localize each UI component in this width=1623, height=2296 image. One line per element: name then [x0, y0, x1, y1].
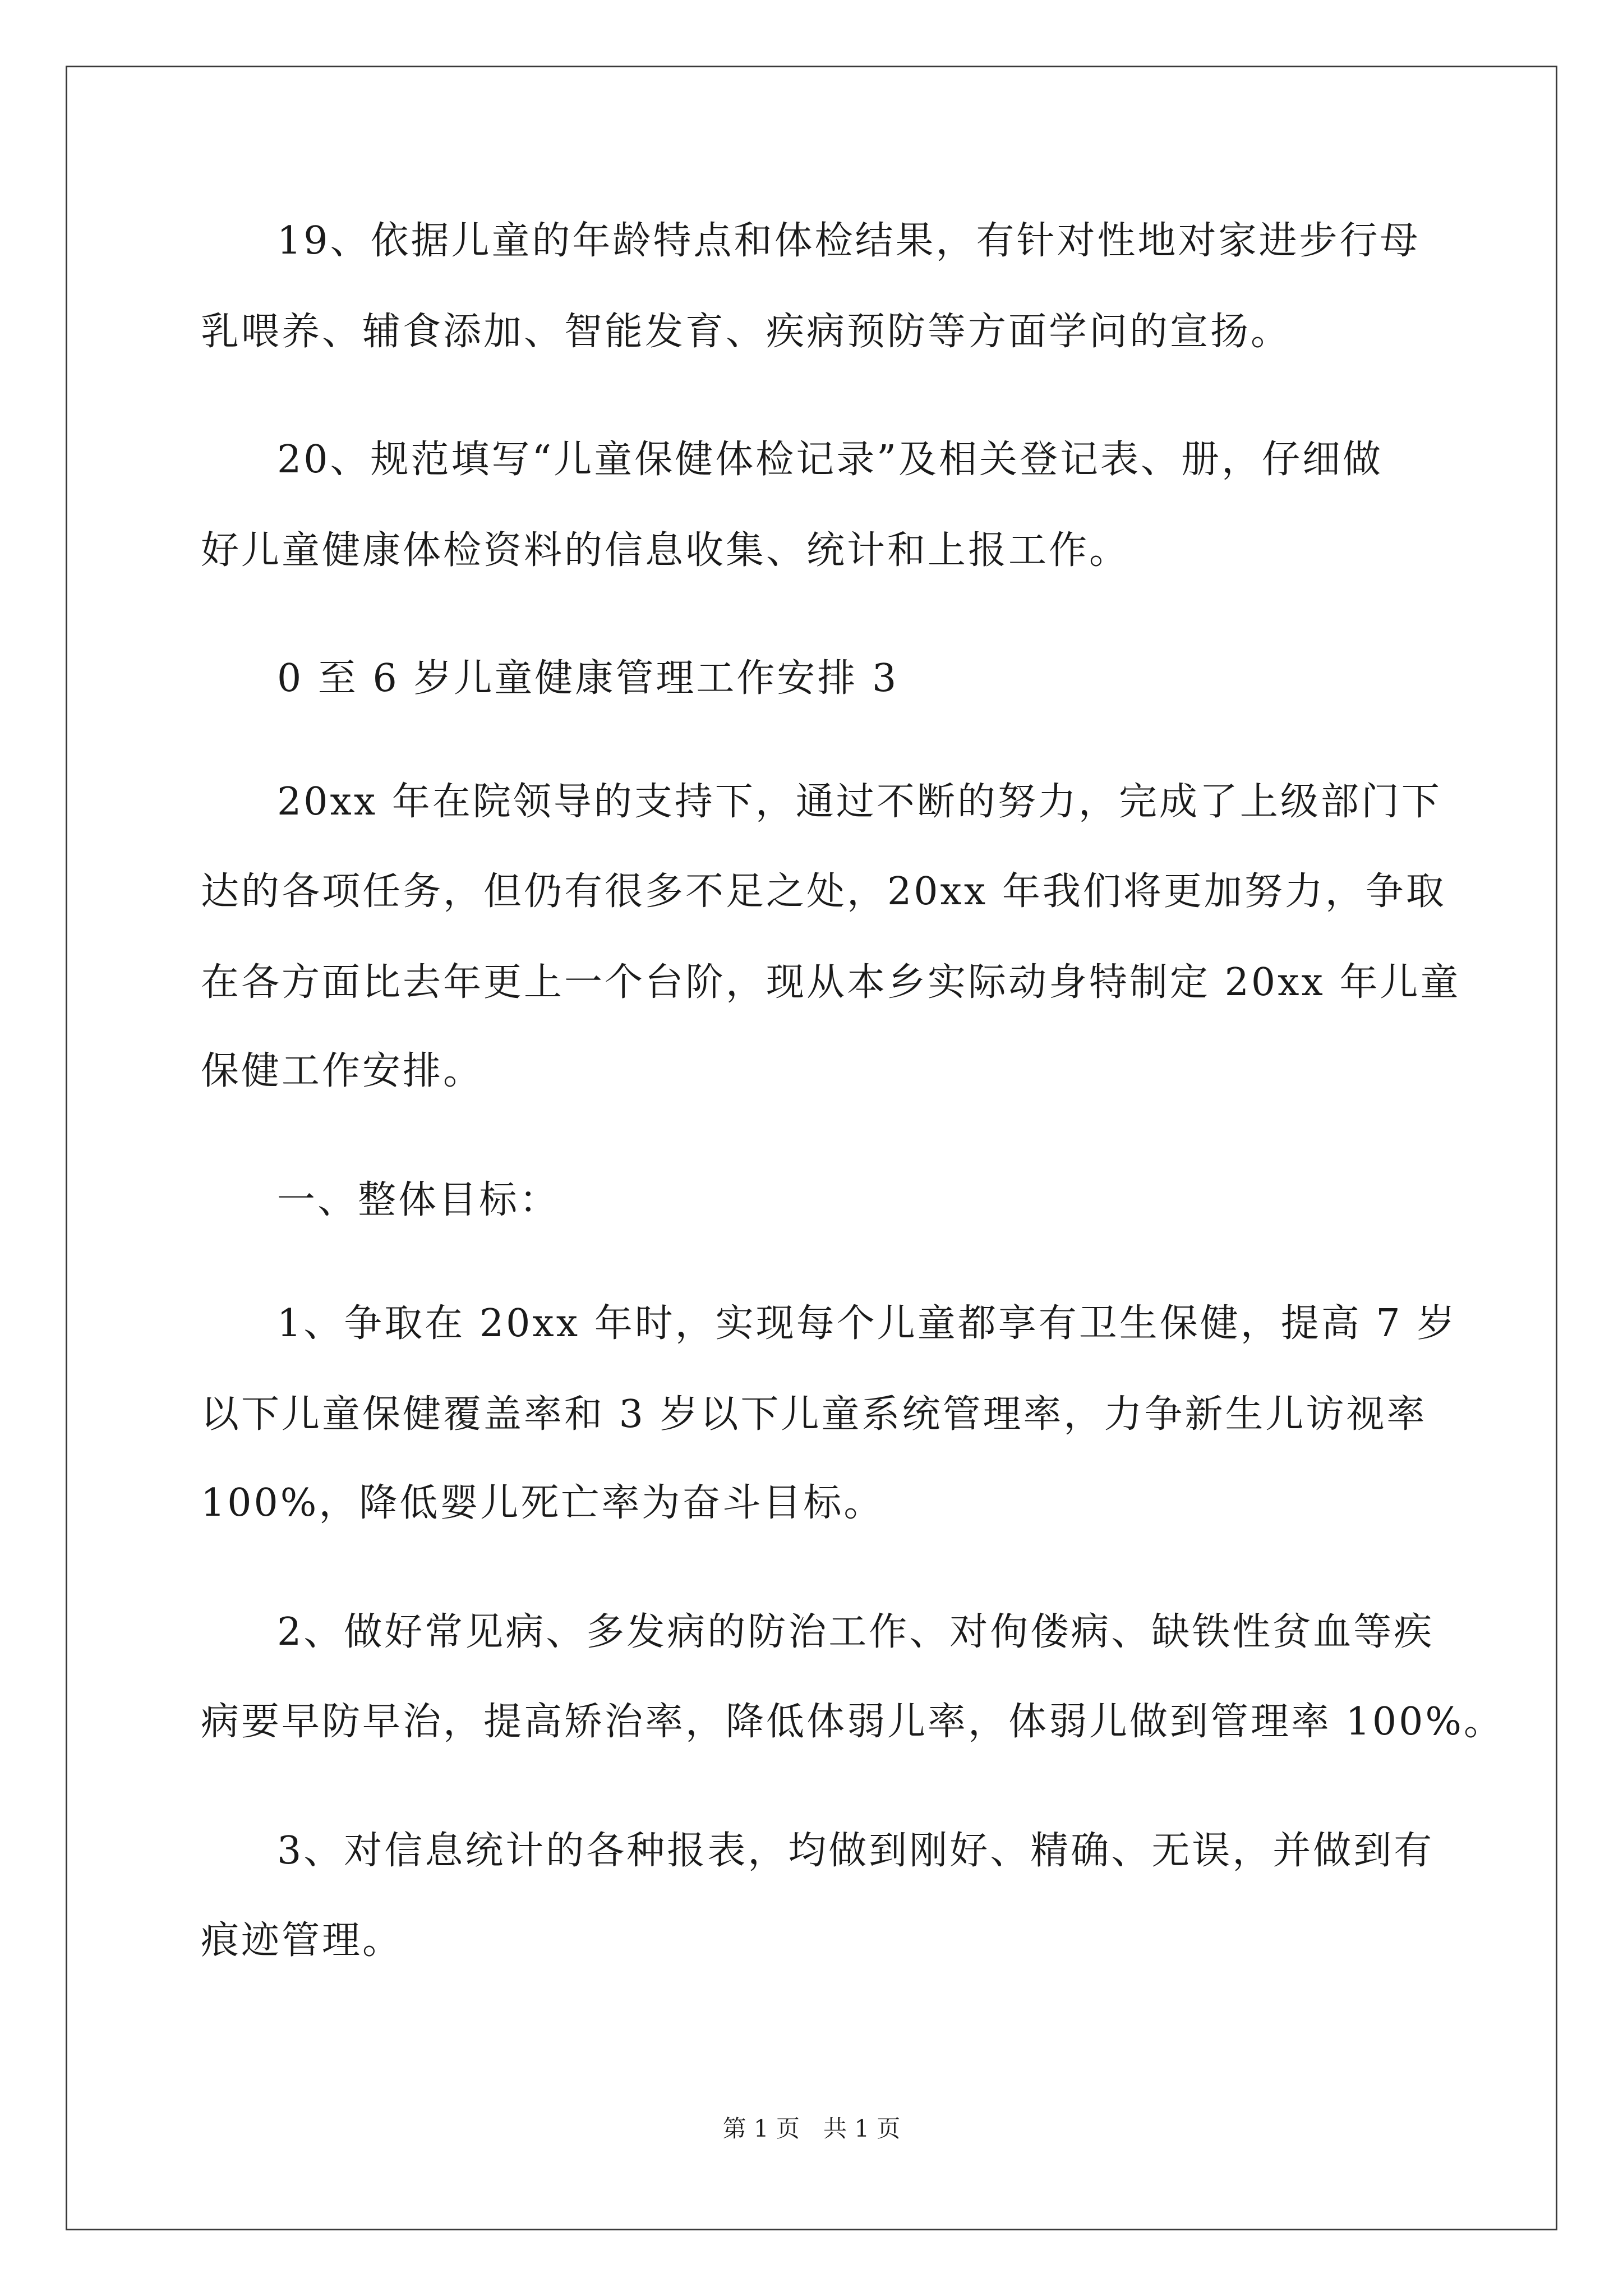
goal-3-line-1: 3、对信息统计的各种报表，均做到刚好、精确、无误，并做到有 [277, 1829, 1435, 1873]
intro-line-4: 保健工作安排。 [201, 1049, 484, 1093]
goal-heading: 一、整体目标： [277, 1178, 560, 1222]
paragraph-20-line-1: 20、规范填写“儿童保健体检记录”及相关登记表、册，仔细做 [277, 438, 1384, 482]
intro-line-2: 达的各项任务，但仍有很多不足之处，20xx 年我们将更加努力，争取 [201, 869, 1446, 914]
goal-1-line-3: 100%，降低婴儿死亡率为奋斗目标。 [201, 1481, 884, 1525]
page-number-footer: 第 1 页 共 1 页 [722, 2115, 901, 2142]
paragraph-19-line-1: 19、依据儿童的年龄特点和体检结果，有针对性地对家进步行母 [277, 219, 1421, 263]
intro-line-1: 20xx 年在院领导的支持下，通过不断的努力，完成了上级部门下 [277, 780, 1442, 824]
goal-2-line-1: 2、做好常见病、多发病的防治工作、对佝偻病、缺铁性贫血等疾 [277, 1610, 1435, 1654]
paragraph-19-line-2: 乳喂养、辅食添加、智能发育、疾病预防等方面学问的宣扬。 [201, 310, 1292, 354]
goal-3-line-2: 痕迹管理。 [201, 1918, 403, 1963]
goal-2-line-2: 病要早防早治，提高矫治率，降低体弱儿率，体弱儿做到管理率 100%。 [201, 1700, 1505, 1744]
intro-line-3: 在各方面比去年更上一个台阶，现从本乡实际动身特制定 20xx 年儿童 [201, 960, 1461, 1005]
goal-1-line-2: 以下儿童保健覆盖率和 3 岁以下儿童系统管理率，力争新生儿访视率 [201, 1392, 1427, 1437]
goal-1-line-1: 1、争取在 20xx 年时，实现每个儿童都享有卫生保健，提高 7 岁 [277, 1301, 1458, 1346]
section-heading: 0 至 6 岁儿童健康管理工作安排 3 [277, 656, 899, 701]
page-border [66, 66, 1557, 2230]
paragraph-20-line-2: 好儿童健康体检资料的信息收集、统计和上报工作。 [201, 528, 1130, 573]
